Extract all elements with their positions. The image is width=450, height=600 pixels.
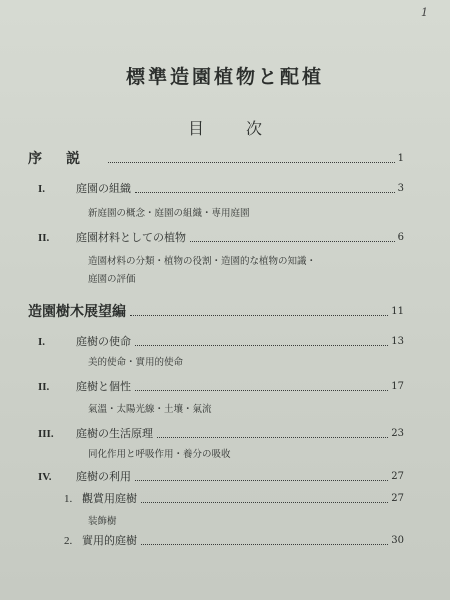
leader-dots bbox=[141, 543, 388, 545]
toc-entry-subsection[interactable] bbox=[64, 534, 404, 548]
toc-subtopics: 新庭園の概念・庭園の組織・専用庭園 bbox=[88, 208, 250, 219]
toc-page-ref: 13 bbox=[391, 336, 404, 347]
leader-dots bbox=[141, 501, 388, 503]
toc-page-ref: 1 bbox=[397, 153, 404, 164]
subsection-number: 1. bbox=[64, 493, 73, 505]
toc-entry-label: 觀賞用庭樹 bbox=[82, 492, 137, 505]
toc-entry-section[interactable] bbox=[38, 427, 404, 441]
toc-entry-label: 庭樹と個性 bbox=[76, 380, 131, 393]
toc-entry-label: 庭園材料としての植物 bbox=[76, 231, 186, 244]
toc-entry-label: 庭樹の生活原理 bbox=[76, 427, 153, 440]
toc-entry-section[interactable] bbox=[38, 380, 404, 394]
leader-dots bbox=[135, 479, 388, 481]
toc-entry-part[interactable] bbox=[28, 305, 404, 319]
toc-page-ref: 23 bbox=[391, 428, 404, 439]
leader-dots bbox=[108, 161, 395, 163]
leader-dots bbox=[157, 436, 388, 438]
toc-page-ref: 27 bbox=[391, 471, 404, 482]
toc-subtopics: 同化作用と呼吸作用・養分の吸收 bbox=[88, 449, 231, 460]
toc-entry-label: 庭樹の利用 bbox=[76, 470, 131, 483]
leader-dots bbox=[135, 389, 388, 391]
leader-dots bbox=[130, 314, 388, 316]
toc-entry-label: 實用的庭樹 bbox=[82, 534, 137, 547]
section-number: II. bbox=[38, 381, 50, 393]
section-number: II. bbox=[38, 232, 50, 244]
toc-subtopics: 造園材料の分類・植物の役割・造園的な植物の知識・ bbox=[88, 256, 317, 267]
toc-entry-section[interactable] bbox=[38, 182, 404, 196]
leader-dots bbox=[135, 344, 388, 346]
page-number: 1 bbox=[421, 6, 428, 19]
toc-subtopics: 装飾樹 bbox=[88, 516, 117, 527]
toc-subtopics: 氣溫・太陽光線・土壤・氣流 bbox=[88, 404, 212, 415]
toc-page-ref: 17 bbox=[391, 381, 404, 392]
toc-subtopics: 庭園の評価 bbox=[88, 274, 136, 285]
section-number: I. bbox=[38, 183, 46, 195]
toc-entry-section[interactable] bbox=[38, 470, 404, 484]
leader-dots bbox=[190, 240, 395, 242]
toc-page-ref: 30 bbox=[391, 535, 404, 546]
toc-entry-label: 庭園の組織 bbox=[76, 182, 131, 195]
toc-page-ref: 27 bbox=[391, 493, 404, 504]
toc-page-ref: 3 bbox=[397, 183, 404, 194]
section-number: IV. bbox=[38, 471, 52, 483]
toc-page-ref: 6 bbox=[397, 232, 404, 243]
toc-entry-label: 庭樹の使命 bbox=[76, 335, 131, 348]
toc-page-ref: 11 bbox=[391, 306, 404, 317]
leader-dots bbox=[135, 191, 395, 193]
toc-entry-section[interactable] bbox=[38, 231, 404, 245]
toc-entry-preface[interactable] bbox=[28, 152, 404, 166]
toc-entry-label: 序説 bbox=[28, 151, 104, 167]
toc-entry-label: 造園樹木展望編 bbox=[28, 304, 126, 320]
toc-heading: 目次 bbox=[187, 119, 304, 138]
toc-entry-section[interactable] bbox=[38, 335, 404, 349]
toc-entry-subsection[interactable] bbox=[64, 492, 404, 506]
subsection-number: 2. bbox=[64, 535, 73, 547]
section-number: I. bbox=[38, 336, 46, 348]
book-title: 標準造園植物と配植 bbox=[125, 66, 324, 88]
section-number: III. bbox=[38, 428, 54, 440]
toc-subtopics: 美的使命・實用的使命 bbox=[88, 357, 184, 368]
